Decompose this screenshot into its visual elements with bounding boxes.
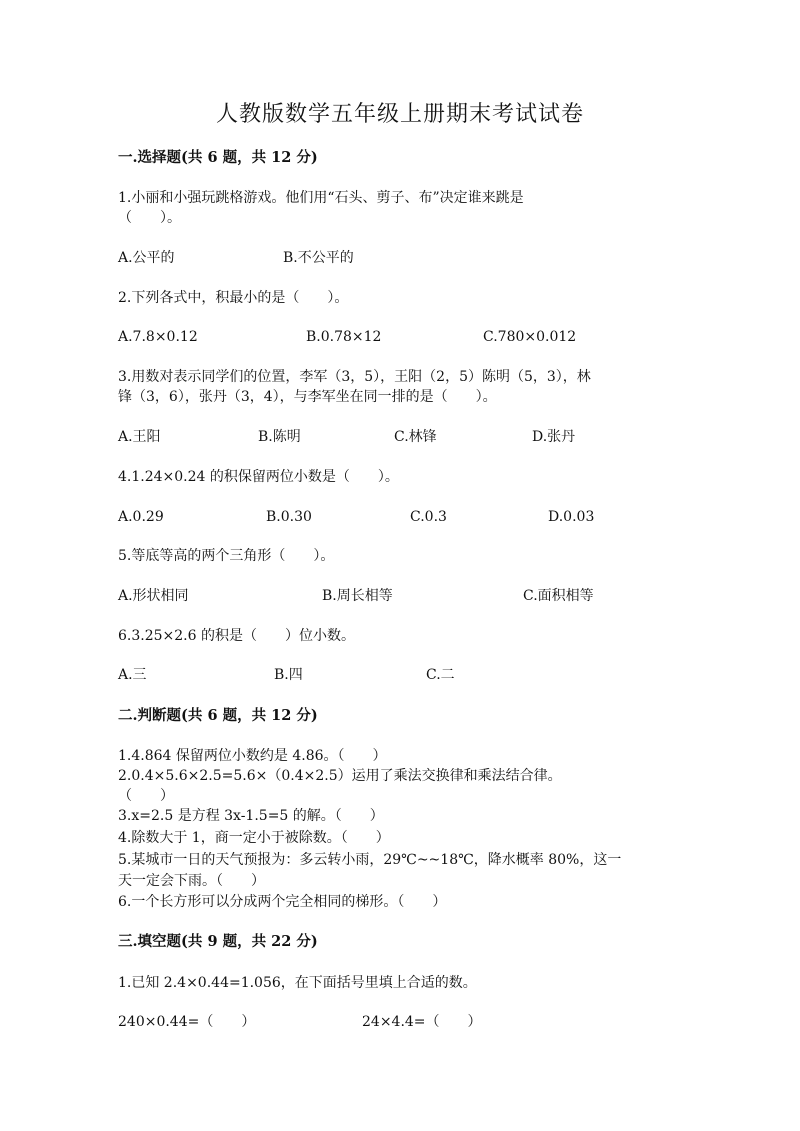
option-a[interactable]: A.王阳	[118, 429, 161, 445]
question-text: 6.3.25×2.6 的积是（ ）位小数。	[118, 628, 355, 644]
judgment-line: 6.一个长方形可以分成两个完全相同的梯形。（ ）	[118, 894, 447, 910]
question-text: 1.小丽和小强玩跳格游戏。他们用“石头、剪子、布”决定谁来跳是	[118, 190, 524, 206]
option-a[interactable]: A.7.8×0.12	[118, 329, 198, 345]
section-header-judgment: 二.判断题(共 6 题，共 12 分)	[118, 707, 318, 724]
judgment-line: 5.某城市一日的天气预报为：多云转小雨，29℃~~18℃，降水概率 80%，这一	[118, 852, 622, 868]
judgment-line: （ ）	[118, 788, 174, 804]
question-text: 3.用数对表示同学们的位置，李军（3，5），王阳（2，5）陈明（5，3），林	[118, 369, 591, 385]
fill-blank[interactable]: 240×0.44=（ ）	[118, 1014, 256, 1030]
option-d[interactable]: D.0.03	[548, 509, 595, 525]
option-a[interactable]: A.0.29	[118, 509, 164, 525]
option-a[interactable]: A.公平的	[118, 250, 175, 266]
judgment-line: 1.4.864 保留两位小数约是 4.86。（ ）	[118, 748, 387, 764]
question-text: 1.已知 2.4×0.44=1.056，在下面括号里填上合适的数。	[118, 975, 477, 991]
option-c[interactable]: C.面积相等	[523, 588, 594, 604]
judgment-line: 4.除数大于 1，商一定小于被除数。（ ）	[118, 830, 390, 846]
question-text: 5.等底等高的两个三角形（ ）。	[118, 548, 335, 564]
option-a[interactable]: A.形状相同	[118, 588, 189, 604]
option-b[interactable]: B.周长相等	[322, 588, 393, 604]
option-b[interactable]: B.四	[274, 667, 303, 683]
option-b[interactable]: B.0.30	[266, 509, 312, 525]
option-b[interactable]: B.不公平的	[283, 250, 354, 266]
option-c[interactable]: C.二	[426, 667, 455, 683]
question-text: 2.下列各式中，积最小的是（ ）。	[118, 290, 349, 306]
judgment-line: 3.x=2.5 是方程 3x-1.5=5 的解。（ ）	[118, 808, 384, 824]
option-c[interactable]: C.780×0.012	[483, 329, 577, 345]
option-c[interactable]: C.0.3	[410, 509, 447, 525]
section-header-choice: 一.选择题(共 6 题，共 12 分)	[118, 149, 318, 166]
option-d[interactable]: D.张丹	[532, 429, 576, 445]
question-text: （ ）。	[118, 210, 181, 226]
option-b[interactable]: B.0.78×12	[306, 329, 382, 345]
exam-title: 人教版数学五年级上册期末考试试卷	[215, 102, 584, 127]
question-text: 4.1.24×0.24 的积保留两位小数是（ ）。	[118, 469, 399, 485]
question-text: 锋（3，6），张丹（3，4），与李军坐在同一排的是（ ）。	[118, 389, 497, 405]
judgment-line: 天一定会下雨。（ ）	[118, 873, 265, 889]
section-header-fill: 三.填空题(共 9 题，共 22 分)	[118, 933, 318, 950]
option-c[interactable]: C.林锋	[394, 429, 437, 445]
fill-blank[interactable]: 24×4.4=（ ）	[362, 1014, 482, 1030]
judgment-line: 2.0.4×5.6×2.5=5.6×（0.4×2.5）运用了乘法交换律和乘法结合律。	[118, 768, 562, 784]
option-b[interactable]: B.陈明	[258, 429, 301, 445]
option-a[interactable]: A.三	[118, 667, 147, 683]
